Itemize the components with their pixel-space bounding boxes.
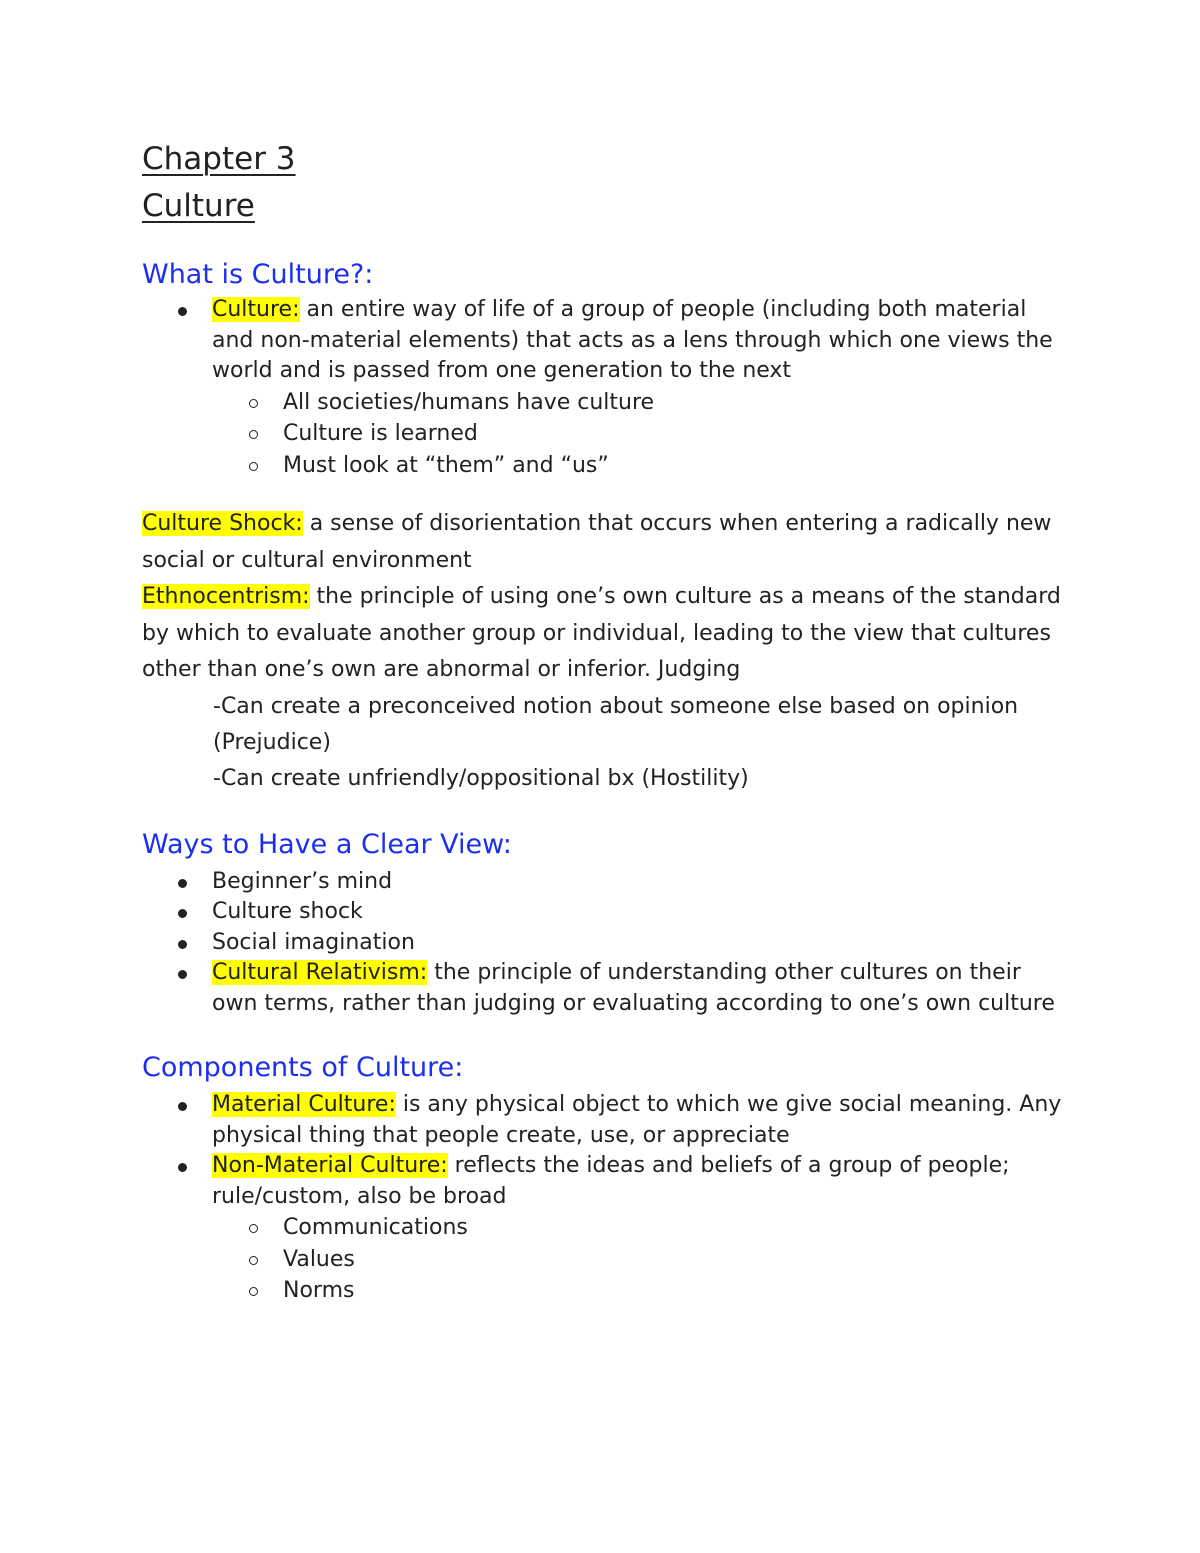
non-material-subitem-list <box>142 1212 1072 1307</box>
list-item: Norms <box>283 1275 1072 1307</box>
list-item <box>212 1090 1072 1151</box>
term-material-culture: Material Culture: <box>212 1092 396 1117</box>
clear-view-list <box>142 867 1072 1020</box>
term-ethnocentrism: Ethnocentrism: <box>142 584 310 609</box>
culture-shock-paragraph <box>142 506 1072 579</box>
term-cultural-relativism: Cultural Relativism: <box>212 960 428 985</box>
list-item: Beginner’s mind <box>212 867 1072 898</box>
definition-culture-shock: a sense of disorientation that occurs when entering a radically new social or cultural environment <box>142 511 1052 573</box>
definition-culture: an entire way of life of a group of people (including both material and non-material elements) that acts as a lens through which one views the world and is passed from one generation to the next <box>212 297 1053 383</box>
list-item: Social imagination <box>212 928 1072 959</box>
list-item <box>212 1151 1072 1212</box>
chapter-topic-title: Culture <box>142 188 255 224</box>
definition-cultural-relativism: the principle of understanding other cultures on their own terms, rather than judging or evaluating according to one’s own culture <box>212 960 1055 1016</box>
list-item: Culture shock <box>212 897 1072 928</box>
term-culture: Culture: <box>212 297 300 322</box>
list-item <box>212 295 1072 387</box>
definition-material-culture: is any physical object to which we give social meaning. Any physical thing that people create, use, or appreciate <box>212 1092 1062 1148</box>
list-item: Communications <box>283 1212 1072 1244</box>
culture-definition-list <box>142 295 1072 387</box>
definition-non-material-culture: reflects the ideas and beliefs of a group of people; rule/custom, also be broad <box>212 1153 1010 1209</box>
section-heading-what-is-culture: What is Culture?: <box>142 259 374 290</box>
ethnocentrism-note-hostility: -Can create unfriendly/oppositional bx (Hostility) <box>213 765 749 791</box>
section-heading-clear-view: Ways to Have a Clear View: <box>142 828 512 860</box>
list-item: Culture is learned <box>283 418 1072 450</box>
list-item: Values <box>283 1244 1072 1276</box>
list-item: All societies/humans have culture <box>283 387 1072 419</box>
list-item: Must look at “them” and “us” <box>283 450 1072 482</box>
list-item <box>212 958 1072 1019</box>
section-heading-components: Components of Culture: <box>142 1052 464 1083</box>
culture-subitem-list <box>142 387 1072 482</box>
term-non-material-culture: Non-Material Culture: <box>212 1153 448 1178</box>
ethnocentrism-note-prejudice: -Can create a preconceived notion about someone else based on opinion (Prejudice) <box>213 693 1019 755</box>
definition-ethnocentrism: the principle of using one’s own culture as a means of the standard by which to evaluate another group or individual, leading to the view that cultures other than one’s own are abnormal or inferior. Judging <box>142 584 1061 682</box>
document-page <box>142 136 1072 1307</box>
ethnocentrism-paragraph <box>142 579 1072 689</box>
term-culture-shock: Culture Shock: <box>142 511 303 536</box>
chapter-number-title: Chapter 3 <box>142 141 296 177</box>
components-list <box>142 1090 1072 1212</box>
